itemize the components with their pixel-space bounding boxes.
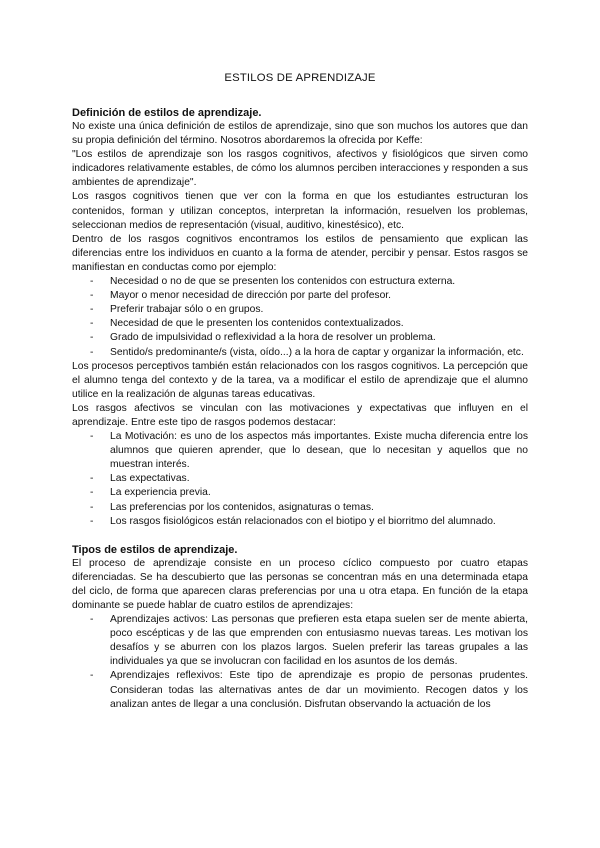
list-item-text: Sentido/s predominante/s (vista, oído...) a la hora de captar y organizar la información, etc. (110, 346, 524, 358)
paragraph: El proceso de aprendizaje consiste en un proceso cíclico compuesto por cuatro etapas diferenciadas. Se ha descubierto que las personas se concentran más en una determinada etapa del ciclo, de forma que aparecen claras preferencias por una u otra etapa. En función de la etapa dominante se puede hablar de cuatro estilos de aprendizajes: (72, 557, 528, 611)
bullet-dash: - (90, 276, 94, 288)
list-item-text: Las preferencias por los contenidos, asignaturas o temas. (110, 501, 374, 513)
section-spacer (72, 529, 528, 543)
bullet-dash: - (90, 487, 94, 499)
bullet-list-rasgos-cognitivos (72, 275, 528, 360)
bullet-list-estilos (72, 613, 528, 712)
quote-paragraph: "Los estilos de aprendizaje son los rasgos cognitivos, afectivos y fisiológicos que sirven como indicadores relativamente estables, de cómo los alumnos perciben interacciones y responden a sus ambientes de aprendizaje". (72, 149, 528, 189)
paragraph: Los rasgos afectivos se vinculan con las motivaciones y expectativas que influyen en el aprendizaje. Entre este tipo de rasgos podemos destacar: (72, 402, 528, 428)
list-item-text: Preferir trabajar sólo o en grupos. (110, 304, 264, 316)
bullet-dash: - (90, 332, 94, 344)
list-item-text: Las expectativas. (110, 473, 190, 485)
list-item (72, 275, 528, 289)
list-item (72, 613, 528, 669)
list-item-text: Necesidad o no de que se presenten los contenidos con estructura externa. (110, 276, 456, 288)
list-item (72, 331, 528, 345)
list-item-text: La Motivación: es uno de los aspectos más importantes. Existe mucha diferencia entre los alumnos que quieren aprender, que lo desean, que lo necesitan y aquellos que no muestran interés. (110, 431, 528, 471)
list-item (72, 317, 528, 331)
list-item-text: Mayor o menor necesidad de dirección por parte del profesor. (110, 290, 392, 302)
list-item-text: Los rasgos fisiológicos están relacionados con el biotipo y el biorritmo del alumnado. (110, 515, 496, 527)
bullet-dash: - (90, 304, 94, 316)
list-item-text: Necesidad de que le presenten los contenidos contextualizados. (110, 318, 404, 330)
paragraph: Los procesos perceptivos también están relacionados con los rasgos cognitivos. La percepción que el alumno tenga del contexto y de la tarea, va a modificar el estilo de aprendizaje que el alumno utilice en la realización de algunas tareas educativas. (72, 360, 528, 400)
bullet-list-rasgos-afectivos (72, 430, 528, 529)
paragraph: Dentro de los rasgos cognitivos encontramos los estilos de pensamiento que explican las diferencias entre los individuos en cuanto a la forma de atender, percibir y pensar. Estos rasgos se manifiestan en conductas como por ejemplo: (72, 233, 528, 273)
list-item-text: La experiencia previa. (110, 487, 211, 499)
list-item-text: Aprendizajes reflexivos: Este tipo de aprendizaje es propio de personas prudentes. Consideran todas las alternativas antes de dar un movimiento. Recogen datos y los analizan antes de llegar a una conclusión. Disfrutan observando la actuación de los (110, 670, 528, 710)
list-item (72, 346, 528, 360)
bullet-dash: - (90, 346, 94, 358)
bullet-dash: - (90, 614, 94, 626)
list-item (72, 472, 528, 486)
list-item-text: Grado de impulsividad o reflexividad a la hora de resolver un problema. (110, 332, 436, 344)
list-item (72, 430, 528, 472)
list-item (72, 501, 528, 515)
list-item (72, 515, 528, 529)
paragraph: Los rasgos cognitivos tienen que ver con la forma en que los estudiantes estructuran los contenidos, forman y utilizan conceptos, interpretan la información, resuelven los problemas, seleccionan medios de representación (visual, auditivo, kinestésico), etc. (72, 191, 528, 231)
bullet-dash: - (90, 670, 94, 682)
list-item (72, 303, 528, 317)
bullet-dash: - (90, 431, 94, 443)
paragraph: No existe una única definición de estilos de aprendizaje, sino que son muchos los autores que dan su propia definición del término. Nosotros abordaremos la ofrecida por Keffe: (72, 121, 528, 147)
list-item (72, 289, 528, 303)
bullet-dash: - (90, 501, 94, 513)
page-title: ESTILOS DE APRENDIZAJE (224, 72, 376, 84)
list-item-text: Aprendizajes activos: Las personas que prefieren esta etapa suelen ser de mente abierta, poco escépticas y de las que emprenden con entusiasmo nuevas tareas. Les motivan los desafíos y se aburren con los plazos largos. Suelen preferir las tareas grupales a las individuales ya que se involucran con facilidad en los asuntos de los demás. (110, 614, 528, 668)
bullet-dash: - (90, 318, 94, 330)
section-heading-definicion: Definición de estilos de aprendizaje. (72, 107, 262, 119)
section-heading-tipos: Tipos de estilos de aprendizaje. (72, 543, 238, 556)
list-item (72, 486, 528, 500)
bullet-dash: - (90, 473, 94, 485)
list-item (72, 669, 528, 711)
bullet-dash: - (90, 290, 94, 302)
bullet-dash: - (90, 515, 94, 527)
